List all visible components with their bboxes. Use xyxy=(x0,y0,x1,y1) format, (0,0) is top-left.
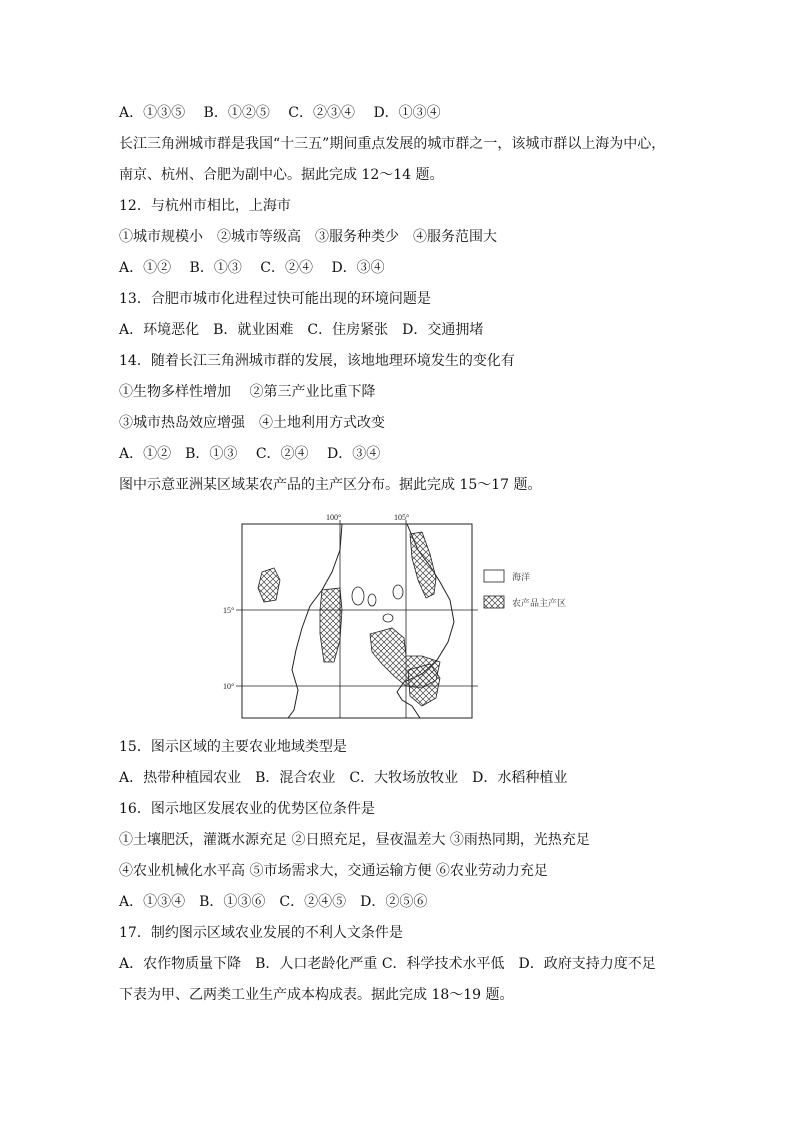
question-14: 14．随着长江三角洲城市群的发展，该地地理环境发生的变化有 xyxy=(119,353,515,369)
answer-options-15: A．热带种植园农业 B．混合农业 C．大牧场放牧业 D．水稻种植业 xyxy=(119,770,568,786)
answer-options-13: A．环境恶化 B．就业困难 C．住房紧张 D．交通拥堵 xyxy=(119,322,484,338)
question-16-items-a: ①土壤肥沃，灌溉水源充足 ②日照充足，昼夜温差大 ③雨热同期，光热充足 xyxy=(119,832,590,848)
legend-crop-label: 农产品主产区 xyxy=(512,599,567,609)
question-14-items-a: ①生物多样性增加 ②第三产业比重下降 xyxy=(119,384,376,400)
island-3 xyxy=(393,585,403,599)
passage-table-intro: 下表为甲、乙两类工业生产成本构成表。据此完成 18～19 题。 xyxy=(119,987,514,1003)
island-4 xyxy=(383,614,393,622)
question-16-items-b: ④农业机械化水平高 ⑤市场需求大，交通运输方便 ⑥农业劳动力充足 xyxy=(119,863,548,879)
legend-crop-swatch xyxy=(484,596,504,608)
answer-options-11: A．①③⑤ B．①②⑤ C．②③④ D．①③④ xyxy=(119,105,441,121)
lat-label-15: 15° xyxy=(223,606,235,615)
legend-sea-swatch xyxy=(484,570,504,582)
island-1 xyxy=(352,587,364,605)
lat-label-10: 10° xyxy=(223,682,235,691)
question-12: 12．与杭州市相比，上海市 xyxy=(119,198,291,214)
question-12-items: ①城市规模小 ②城市等级高 ③服务种类少 ④服务范围大 xyxy=(119,229,497,245)
question-13: 13．合肥市城市化进程过快可能出现的环境问题是 xyxy=(119,291,431,307)
passage-map-intro: 图中示意亚洲某区域某农产品的主产区分布。据此完成 15～17 题。 xyxy=(119,477,542,493)
lon-label-100: 100° xyxy=(326,513,342,522)
island-2 xyxy=(368,594,376,606)
answer-options-14: A．①② B．①③ C．②④ D．③④ xyxy=(119,446,381,462)
answer-options-16: A．①③④ B．①③⑥ C．②④⑤ D．②⑤⑥ xyxy=(119,894,428,910)
question-15: 15．图示区域的主要农业地域类型是 xyxy=(119,739,347,755)
question-17: 17．制约图示区域农业发展的不利人文条件是 xyxy=(119,925,403,941)
answer-options-12: A．①② B．①③ C．②④ D．③④ xyxy=(119,260,385,276)
passage-line-1: 长江三角洲城市群是我国“十三五”期间重点发展的城市群之一，该城市群以上海为中心， xyxy=(119,136,666,152)
answer-options-17: A．农作物质量下降 B．人口老龄化严重 C．科学技术水平低 D．政府支持力度不足 xyxy=(119,956,656,972)
passage-line-2: 南京、杭州、合肥为副中心。据此完成 12～14 题。 xyxy=(119,167,444,183)
question-14-items-b: ③城市热岛效应增强 ④土地利用方式改变 xyxy=(119,415,385,431)
question-16: 16．图示地区发展农业的优势区位条件是 xyxy=(119,801,375,817)
map-figure xyxy=(222,510,593,722)
legend-sea-label: 海洋 xyxy=(512,573,531,583)
lon-label-105: 105° xyxy=(394,513,410,522)
